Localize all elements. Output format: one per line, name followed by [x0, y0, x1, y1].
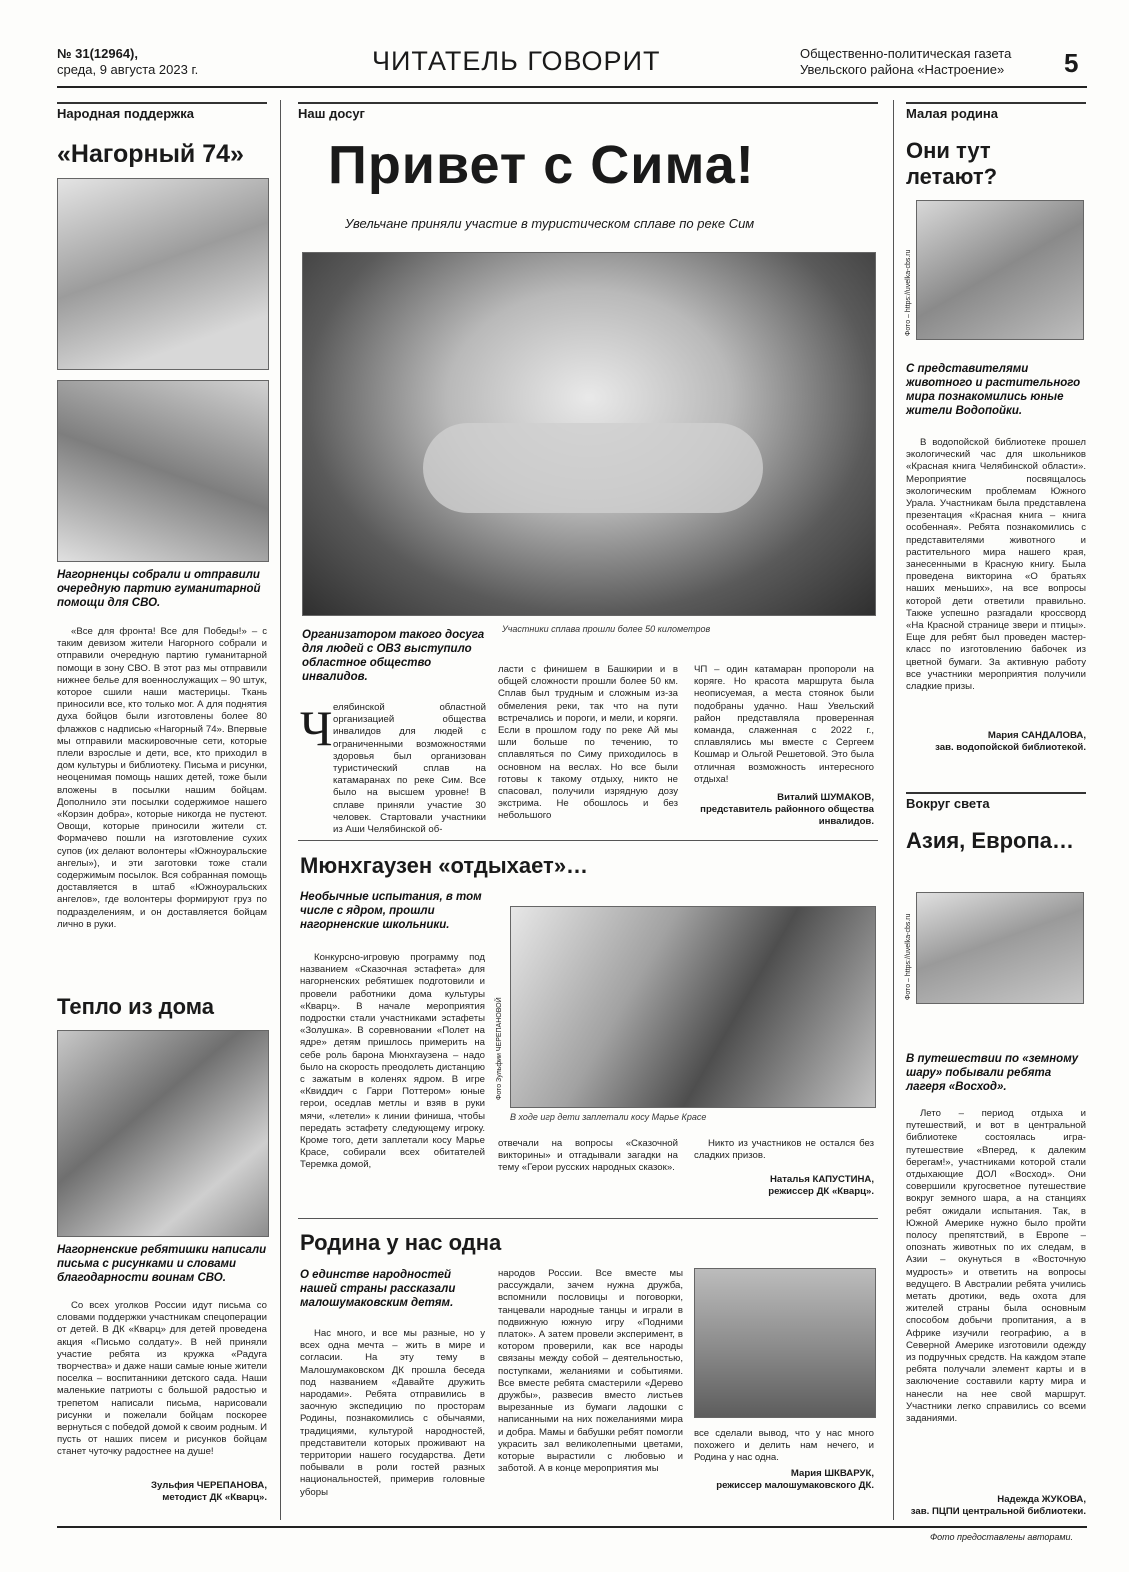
article-body: ЧП – один катамаран пропороли на коряге. Но красота маршрута была неописуемая, а места стоянок были подобраны удачно. Наш Увельский район представляла проверенная команда, слаженная с 2022 г., сплавлялись мы вместе с Сергеем Кошмар и Ольгой Решетовой. Это была отличная возможность интересного отдыха!: [694, 664, 874, 785]
article-body: Конкурсно-игровую программу под названием «Сказочная эстафета» для нагорненских ребятишек подготовили и провели работники дома культуры «Кварц». В начале мероприятия подростки стали участниками эстафеты «Золушка». В соревновании «Полет на ядре» детям пришлось примерить на себе роль барона Мюнхгаузена – надо было на скорость преодолеть дистанцию с зажатым в коленях ядром. В игре «Квиддич с Гарри Поттером» юные герои, оседлав метлы и взяв в руки мячи, «летели» к линии финиша, чтобы передать эстафету следующему игроку. Кроме того, дети заплетали косу Марье Красе, собирали всех обитателей Теремка домой,: [300, 952, 485, 1171]
author-role: режиссер ДК «Кварц».: [768, 1186, 874, 1197]
rubric-center: Наш досуг: [298, 102, 878, 121]
paper-name-line2: Увельского района «Настроение»: [800, 62, 1005, 77]
main-headline: Привет с Сима!: [328, 135, 755, 195]
article-body: народов России. Все вместе мы рассуждали, зачем нужна дружба, вспомнили пословицы и поговорки, танцевали народные танцы и играли в подвижную южную игру «Подними платок». А затем провели эксперимент, в котором проверили, как все народы связаны между собой – деятельностью, поступками, желаниями и событиями. Все вместе ребята смастерили «Дерево дружбы», развесив вместо листьев вырезанные из бумаги ладошки с написанными на них пожеланиями мира и добра. Мамы и бабушки ребят помогли украсить зал великолепными цветами, которые вырастили с любовью и заботой. А в конце мероприятия мы: [498, 1268, 683, 1475]
photo-rafting: [302, 252, 876, 616]
article-lead: Организатором такого досуга для людей с ОВЗ выступило областное общество инвалидов.: [302, 629, 485, 683]
author-name: Виталий ШУМАКОВ,: [777, 792, 874, 803]
photo-credit: Фото – https://uvelka-cbs.ru: [905, 913, 912, 1000]
article-body: все сделали вывод, что у нас много похожего и делить нам нечего, и Родина у нас одна.: [694, 1428, 874, 1464]
article-body: отвечали на вопросы «Сказочной викторины» и отгадывали загадки на тему «Герои русских народных сказок».: [498, 1138, 678, 1174]
article-title: Мюнхгаузен «отдыхает»…: [300, 853, 589, 878]
author-name: Мария ШКВАРУК,: [790, 1468, 874, 1479]
issue-date: среда, 9 августа 2023 г.: [57, 62, 199, 77]
article-body: ласти с финишем в Башкирии и в общей сложности прошли более 50 км. Сплав был трудным и сложным из-за обмеления реки, так что на пути встречались и пороги, и мели, и коряги. Если в прошлом году по реке Ай мы шли больше по течению, то сплавляться по Симу приходилось в основном на веслах. Но все были готовы к такому отдыху, никто не спасовал, получили изрядную дозу экстрима. Не обошлось и без небольшого: [498, 664, 678, 822]
article-title: Они тут летают?: [906, 138, 998, 189]
author-role: зав. водопойской библиотекой.: [935, 742, 1086, 753]
photo-children-writing: [57, 1030, 269, 1237]
article-title: Тепло из дома: [57, 994, 215, 1019]
photo-aid-packing: [57, 178, 269, 370]
author-role: представитель районного общества инвалидов.: [700, 804, 874, 827]
issue-number: № 31(12964),: [57, 46, 138, 61]
photo-caption: В ходе игр дети заплетали косу Марье Красе: [510, 1112, 707, 1122]
article-body: Нас много, и все мы разные, но у всех одна мечта – жить в мире и согласии. На эту тему в Малошумаковском ДК прошла беседа под названием «Давайте дружить народами». Ребята отправились в заочную экспедицию по просторам Родины, познакомились с обычаями, традициями, культурой народностей, представители которых проживают на территории нашего государства. Дети побывали в роли гостей разных национальностей, примерив головные уборы: [300, 1328, 485, 1498]
photo-camp-children: [916, 892, 1084, 1004]
section-rule: [298, 1218, 878, 1219]
section-rule: [298, 840, 878, 841]
page-number: 5: [1064, 48, 1079, 78]
article-title: Азия, Европа…: [906, 828, 1075, 853]
article-lead: В путешествии по «земному шару» побывали ребята лагеря «Восход».: [906, 1053, 1079, 1093]
article-lead: О единстве народностей нашей страны рассказали малошумаковским детям.: [300, 1269, 456, 1309]
rubric-right: Малая родина: [906, 102, 1086, 121]
raft-shape: [423, 423, 763, 513]
photo-aid-items: [57, 380, 269, 562]
article-title: «Нагорный 74»: [57, 140, 244, 168]
article-lead: Нагорненские ребятишки написали письма с рисунками и словами благодарности воинам СВО.: [57, 1244, 267, 1284]
section-title: ЧИТАТЕЛЬ ГОВОРИТ: [372, 46, 661, 76]
photo-library-children: [916, 200, 1084, 340]
article-body: В водопойской библиотеке прошел экологический час для школьников «Красная книга Челябинской области». Мероприятие посвящалось экологическим проблемам Южного Урала. Участникам была представлена презентация «Красная книга – книга особенная». Ребята познакомились с представителями животного и растительного мира нашего края, занесенными в Красную книгу. Была проведена викторина «О братьях наших меньших», на все вопросы которой дети ответили правильно. Также успешно разгадали кроссворд «На Красной странице звери и птицы». Еще для ребят был проведен мастер-класс по изготовлению бабочек из цветной бумаги. За активную работу все участники мероприятия получили сладкие призы.: [906, 437, 1086, 693]
footer-rule: [57, 1526, 1087, 1528]
photo-fairy-relay: [510, 906, 876, 1108]
article-body: Никто из участников не остался без сладких призов.: [694, 1138, 874, 1162]
author-name: Зульфия ЧЕРЕПАНОВА,: [151, 1480, 267, 1491]
author-role: методист ДК «Кварц».: [162, 1492, 267, 1503]
article-body: елябинской областной организацией общества инвалидов для людей с ограниченными возможностями здоровья был организован туристический сплав на катамаранах по реке Сим. Все было на высшем уровне! В сплаве приняли участие 30 человек. Стартовали участники из Аши Челябинской об-: [333, 702, 486, 836]
header-rule: [57, 86, 1087, 88]
rubric-left: Народная поддержка: [57, 102, 267, 121]
author-name: Надежда ЖУКОВА,: [997, 1494, 1086, 1505]
article-body: Со всех уголков России идут письма со словами поддержки участникам спецоперации от детей. В ДК «Кварц» для детей проведена акция «Письмо солдату». В ней приняли участие ребята из кружка «Радуга творчества» и даже наши самые юные жители поселка – воспитанники детского сада. Наши маленькие патриоты с большой радостью и трепетом написали письма, нарисовали рисунки и пожелали бойцам поскорее вернуться с победой домой к своим родным. И пусть от наших писем и рисунков бойцам станет чуточку радостнее на душе!: [57, 1300, 267, 1458]
article-title: Родина у нас одна: [300, 1230, 502, 1255]
photo-children-group: [694, 1268, 876, 1418]
paper-name-line1: Общественно-политическая газета: [800, 46, 1012, 61]
photo-credit-footer: Фото предоставлены авторами.: [930, 1532, 1074, 1542]
author-role: зав. ПЦПИ центральной библиотеки.: [910, 1506, 1086, 1517]
article-body: Лето – период отдыха и путешествий, и вот в центральной библиотеке состоялась игра-путешествие «Вперед, к далеким берегам!», участниками которой стали отдыхающие ДОЛ «Восход». Они совершили кругосветное путешествие вокруг земного шара, а на станциях ребят ожидали испытания. Так, в Южной Америке нужно было пройти полосу препятствий, в Европе – опознать животных по их следам, в Азии – окунуться в «Восточную мудрость» и ответить на вопросы ведущего. В Австралии ребята учились метать дротики, ведь охота для жителей страны была основным способом добычи пропитания, а в Африке изучили географию, а в Северной Америке изготовили одежду из подручных средств. На каждом этапе ребята получали элемент карты и в заключение составили карту мира и нанесли на нее свой маршрут. Участники легко справились со всеми заданиями.: [906, 1108, 1086, 1425]
article-lead: С представителями животного и растительного мира познакомились юные жители Водопойки.: [906, 363, 1081, 417]
author-name: Наталья КАПУСТИНА,: [769, 1174, 874, 1185]
author-role: режиссер малошумаковского ДК.: [716, 1480, 874, 1491]
article-lead: Нагорненцы собрали и отправили очередную партию гуманитарной помощи для СВО.: [57, 569, 261, 609]
drop-cap: Ч: [300, 700, 333, 756]
photo-caption: Участники сплава прошли более 50 километров: [502, 624, 711, 634]
rubric-right: Вокруг света: [906, 792, 1086, 811]
main-subtitle: Увельчане приняли участие в туристическом сплаве по реке Сим: [345, 216, 755, 231]
photo-credit: Фото – https://uvelka-cbs.ru: [905, 249, 912, 336]
column-divider: [280, 100, 281, 1520]
column-divider: [893, 100, 894, 1520]
article-lead: Необычные испытания, в том числе с ядром, прошли нагорненские школьники.: [300, 891, 482, 931]
author-name: Мария САНДАЛОВА,: [987, 730, 1086, 741]
photo-credit: Фото Зульфии ЧЕРЕПАНОВОЙ: [496, 997, 503, 1100]
article-body: «Все для фронта! Все для Победы!» – с таким девизом жители Нагорного собрали и отправили очередную партию гуманитарной помощи в зону СВО. В этот раз мы отправили нижнее белье для военнослужащих – 90 штук, которое сшили наши мастерицы. Ткань приносили все, кто только мог. А для поднятия духа бойцов были изготовлены более 80 флажков с надписью «Нагорный 74». Впервые мы отправили маскировочные сети, которые плели взрослые и дети, все, кто приходил в дом культуры и библиотеку. Письма и рисунки, неоценимая помощь наших детей, тоже были вложены в посылки нашим бойцам. Дополнило эти посылки содержимое нашего «Корзин добра», которые никогда не пустеют. Овощи, которые приносили жители ст. Формачево пошли на изготовление сухих супов (их делают волонтеры «Южноуральские ангелы»), и эти заготовки тоже стали содержимым посылок. Вся собранная помощь доставляется в штаб «Южноуральских ангелов», где волонтеры формируют груз по подразделениям, и он доставляется бойцам лично в руки.: [57, 626, 267, 930]
